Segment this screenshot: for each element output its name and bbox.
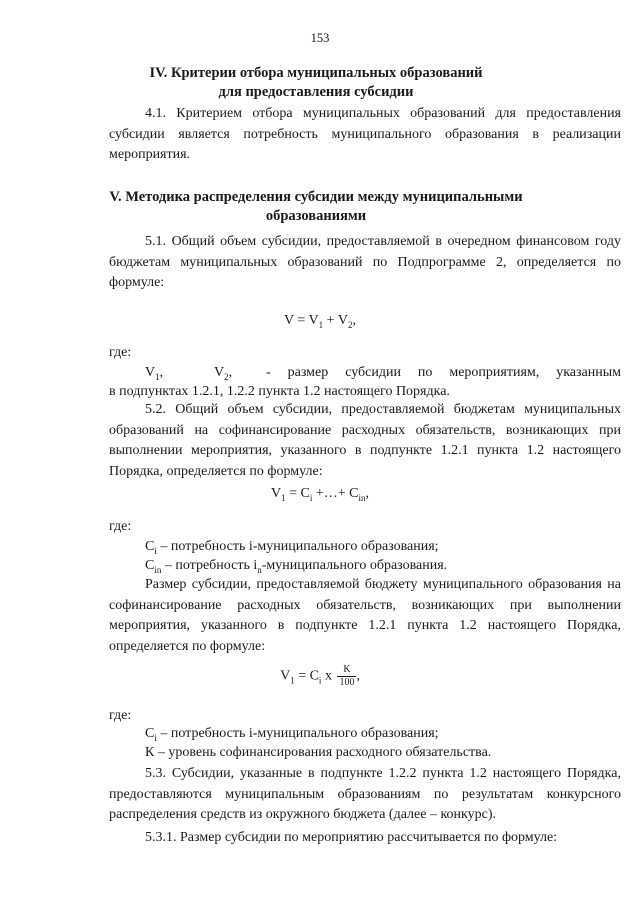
formula-v1-end: , <box>365 486 370 501</box>
formula-total-sub2: 2 <box>347 319 353 330</box>
def-cin-symbol: C <box>145 558 155 573</box>
paragraph-subsidy-size: Размер субсидии, предоставляемой бюджету муниципального образования на софинансирование расходных обязательств, возникающих при выполнении мероприятия, указанного в подпункте 1.2.1 пункта 1.2 настоящего Порядка, определяется по формуле: <box>109 577 621 654</box>
formula-v1-mid: +…+ C <box>312 486 359 501</box>
section-4-title-line1: IV. Критерии отбора муниципальных образований <box>149 65 483 81</box>
formula-v1-lhs: V <box>270 486 282 501</box>
definition-k: К – уровень софинансирования расходного обязательства. <box>145 745 492 760</box>
def-ci2-sub: i <box>154 732 157 743</box>
formula-v1 <box>0 484 640 508</box>
fraction-denominator: 100 <box>339 677 355 688</box>
def-ci-sub: i <box>154 545 157 556</box>
def-ci2-text: – потребность i-муниципального образования; <box>156 726 439 741</box>
def-cin-sub: in <box>154 564 162 575</box>
section-5-heading <box>96 188 536 226</box>
def-v2: V <box>213 365 225 380</box>
def-ci2-symbol: C <box>145 726 155 741</box>
section-4-heading <box>96 64 536 102</box>
fraction-numerator: K <box>337 664 356 677</box>
def-cin-sub2: n <box>257 564 262 575</box>
formula-v1-size <box>0 664 640 691</box>
where-label-2: где: <box>109 519 132 534</box>
formula-size-sub2: i <box>318 675 322 686</box>
definition-v1-v2: $V_1$, $V_2$, - размер субсидии по мероприятиям, указанным <box>145 365 622 382</box>
def-cin-text-b: -муниципального образования. <box>261 558 448 573</box>
where-label-1: где: <box>109 345 132 360</box>
section-4-title-line2: для предоставления субсидии <box>218 84 414 100</box>
formula-size-sub1: 1 <box>290 675 295 686</box>
paragraph-5-3: 5.3. Субсидии, указанные в подпункте 1.2.2 пункта 1.2 настоящего Порядка, предоставляются муниципальным образованиям по результатам конкурсного распределения средств из окружного бюджета (далее – конкурс). <box>109 766 621 822</box>
formula-v1-sub2: i <box>309 492 313 503</box>
paragraph-5-3-1: 5.3.1. Размер субсидии по мероприятию рассчитывается по формуле: <box>145 830 558 845</box>
def-v1: V <box>145 365 156 380</box>
paragraph-4-1: 4.1. Критерием отбора муниципальных образований для предоставления субсидии является потребность муниципального образования в реализации мероприятия. <box>109 106 621 162</box>
formula-size-lhs: V <box>280 668 291 684</box>
def-ci-text: – потребность i-муниципального образования; <box>156 539 439 554</box>
section-5-title-line2: образованиями <box>265 208 367 224</box>
formula-total-end: , <box>352 313 356 328</box>
paragraph-5-1: 5.1. Общий объем субсидии, предоставляемой в очередном финансовом году бюджетам муниципальных образований по Подпрограмме 2, определяется по формуле: <box>109 234 621 290</box>
formula-total-sub1: 1 <box>318 319 324 330</box>
def-v1-sub: 1 <box>155 371 160 382</box>
def-ci-symbol: C <box>145 539 155 554</box>
formula-v1-sub1: 1 <box>281 492 286 503</box>
section-5-title-line1: V. Методика распределения субсидии между муниципальными <box>109 189 523 205</box>
page-number: 153 <box>310 31 330 45</box>
def-v-text1: - размер субсидии по мероприятиям, указанным <box>266 365 622 380</box>
formula-v1-eq: = C <box>285 486 310 501</box>
definition-v-text2: в подпунктах 1.2.1, 1.2.2 пункта 1.2 настоящего Порядка. <box>109 384 450 399</box>
formula-size-eq: = C <box>294 668 319 684</box>
formula-size-fraction <box>337 664 356 689</box>
formula-size-end: , <box>356 668 360 684</box>
paragraph-5-2: 5.2. Общий объем субсидии, предоставляемой бюджетам муниципальных образований на софинансирование расходных обязательств, возникающих при выполнении мероприятия, указанного в подпункте 1.2.1 пункта 1.2 настоящего Порядка, определяется по формуле: <box>109 402 621 479</box>
def-v2-sub: 2 <box>224 371 229 382</box>
formula-v1-sub3: in <box>358 492 366 503</box>
formula-size-times: x <box>321 668 336 684</box>
formula-total <box>0 311 640 335</box>
where-label-3: где: <box>109 708 132 723</box>
formula-total-lhs: V = V <box>284 313 319 328</box>
def-cin-text-a: – потребность i <box>161 558 258 573</box>
formula-total-mid: + V <box>323 313 348 328</box>
